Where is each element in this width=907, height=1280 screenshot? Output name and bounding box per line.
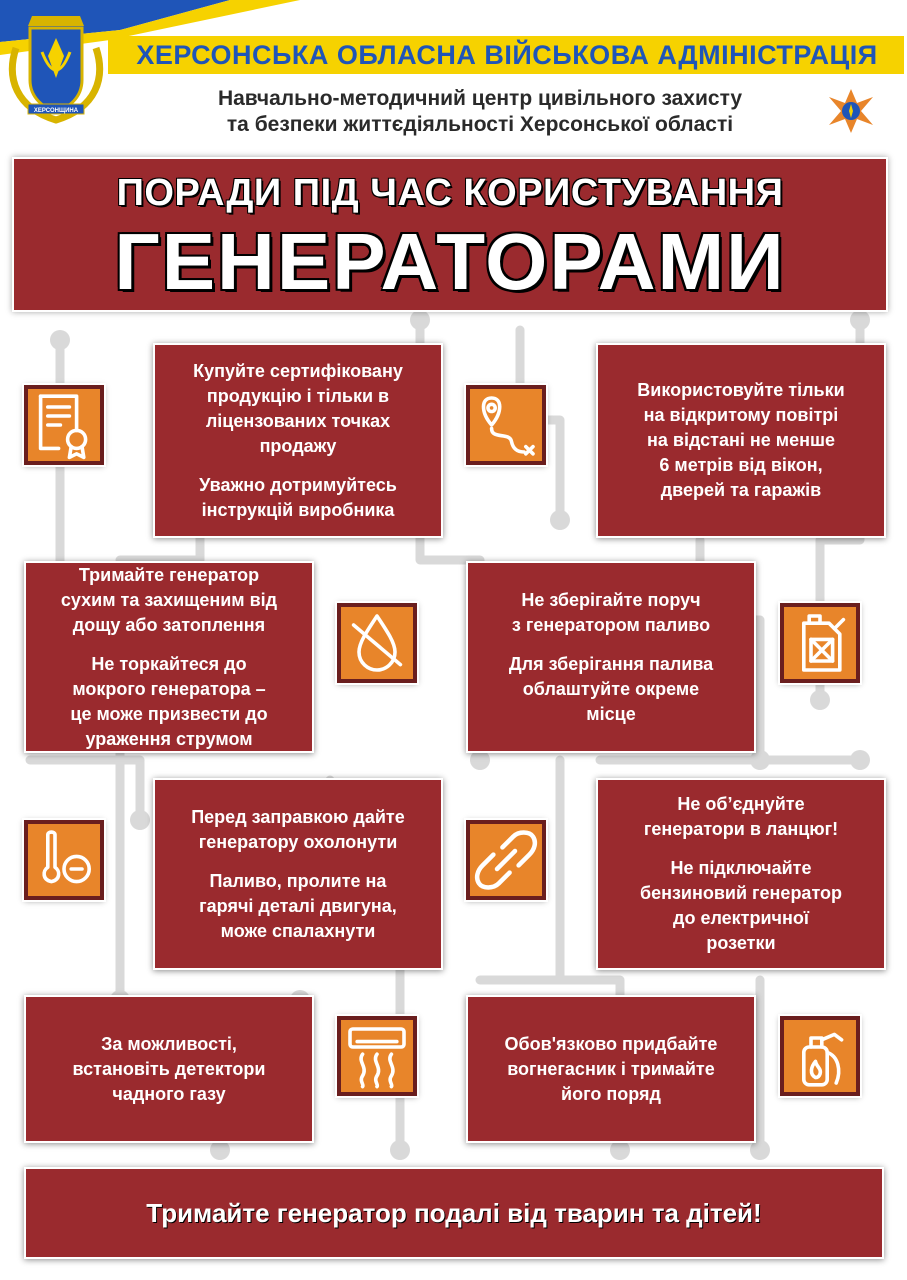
no-water-drop-icon [337, 603, 417, 683]
tip-text: Використовуйте тільки на відкритому повітрі на відстані не менше 6 метрів від вікон, дверей та гаражів [637, 380, 845, 500]
title-banner [12, 157, 888, 312]
center-name-line1: Навчально-методичний центр цивільного захисту [217, 87, 743, 110]
tip-text: Для зберігання палива облаштуйте окреме місце [508, 653, 714, 724]
tip-card-no-chaining [596, 778, 886, 970]
tip-text: Не об’єднуйте генератори в ланцюг! [643, 794, 839, 839]
center-name-line2: та безпеки життєдіяльності Херсонської області [226, 113, 734, 136]
coat-of-arms-icon [6, 8, 106, 126]
tip-card-outdoor-use [596, 343, 886, 538]
title-line2: ГЕНЕРАТОРАМИ [114, 217, 786, 306]
tip-card-certified-products [153, 343, 443, 538]
footer-text: Тримайте генератор подалі від тварин та дітей! [146, 1197, 762, 1228]
route-location-icon [466, 385, 546, 465]
tip-text: Перед заправкою дайте генератору охолонути [191, 806, 405, 852]
tip-card-keep-dry [24, 561, 314, 753]
chain-link-icon [466, 820, 546, 900]
tip-text: Не торкайтеся до мокрого генератора – це може призвести до ураження струмом [70, 653, 268, 749]
tip-card-cool-before-refuel [153, 778, 443, 970]
certificate-icon [24, 385, 104, 465]
tip-text: Тримайте генератор сухим та захищеним від дощу або затоплення [60, 564, 278, 635]
fire-extinguisher-icon [780, 1016, 860, 1096]
tip-text: Обов'язково придбайте вогнегасник і тримайте його поряд [504, 1033, 718, 1104]
heater-icon [337, 1016, 417, 1096]
tip-card-co-detectors [24, 995, 314, 1143]
civil-protection-emblem-icon [828, 88, 874, 134]
fuel-canister-icon [780, 603, 860, 683]
title-line1: ПОРАДИ ПІД ЧАС КОРИСТУВАННЯ [116, 172, 784, 214]
administration-name: ХЕРСОНСЬКА ОБЛАСНА ВІЙСЬКОВА АДМІНІСТРАЦІЯ [136, 40, 878, 70]
tip-text: Не зберігайте поруч з генератором паливо [511, 589, 711, 635]
tip-text: За можливості, встановіть детектори чадного газу [72, 1033, 266, 1104]
tip-text: Не підключайте бензиновий генератор до електричної розетки [639, 858, 843, 953]
tip-text: Уважно дотримуйтесь інструкцій виробника [199, 474, 397, 520]
thermometer-icon [24, 820, 104, 900]
tip-text: Купуйте сертифіковану продукцію і тільки в ліцензованих точках продажу [193, 360, 403, 456]
tip-card-fire-extinguisher [466, 995, 756, 1143]
center-name [110, 86, 850, 138]
tip-text: Паливо, пролите на гарячі деталі двигуна, може спалахнути [199, 870, 397, 941]
coat-of-arms-label: ХЕРСОНЩИНА [33, 108, 79, 114]
footer-banner [24, 1167, 884, 1259]
tip-card-fuel-storage [466, 561, 756, 753]
